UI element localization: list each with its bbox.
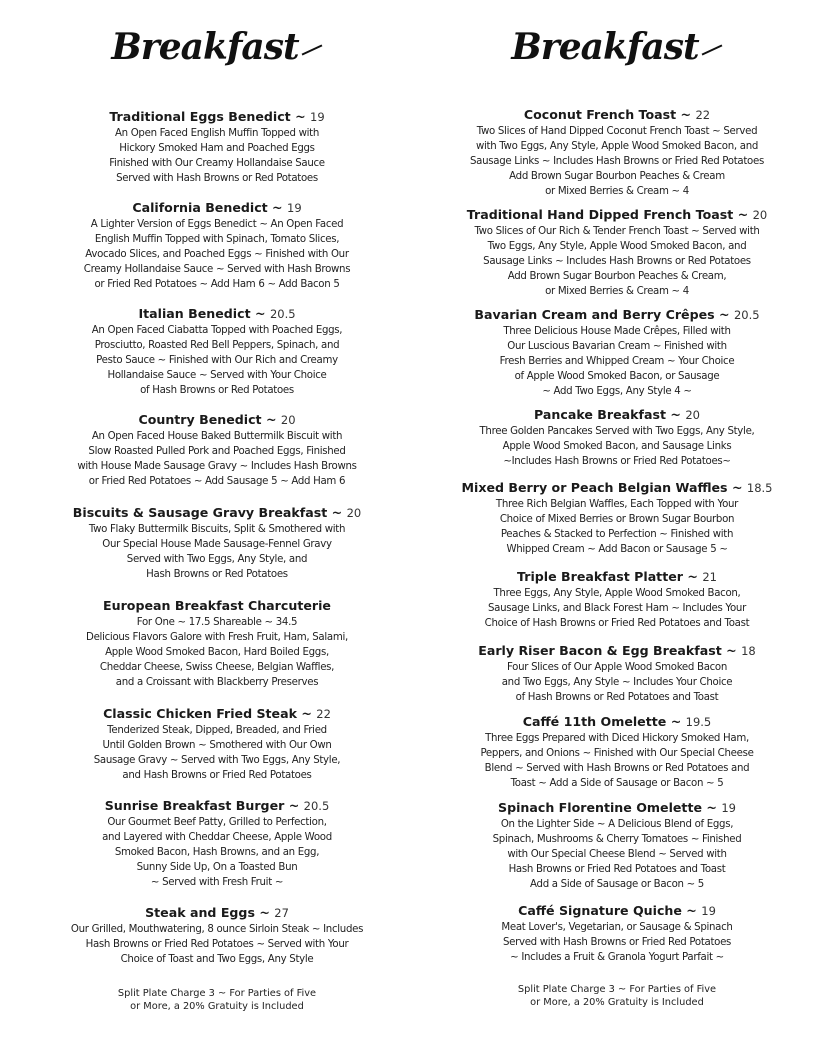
breakfast-script-logo bbox=[447, 26, 787, 68]
menu-item-name: Italian Benedict ~ bbox=[138, 306, 266, 321]
menu-item bbox=[47, 108, 387, 186]
menu-item-name: Pancake Breakfast ~ bbox=[534, 407, 681, 422]
menu-item-price: 20 bbox=[346, 506, 362, 520]
menu-item-price: 19 bbox=[701, 904, 716, 918]
menu-item-description-line: Finished with Our Creamy Hollandaise Sauce bbox=[109, 158, 325, 169]
menu-item-description-line: Our Grilled, Mouthwatering, 8 ounce Sirloin Steak ~ Includes bbox=[70, 924, 364, 935]
menu-item bbox=[447, 106, 787, 199]
menu-item-description-line: with Our Special Cheese Blend ~ Served with bbox=[507, 849, 727, 860]
menu-item-title bbox=[47, 199, 387, 217]
menu-item-price: 19 bbox=[310, 110, 325, 124]
menu-item-description-line: or Fried Red Potatoes ~ Add Ham 6 ~ Add Bacon 5 bbox=[94, 279, 340, 290]
menu-item-description-line: Choice of Hash Browns or Fried Red Potatoes and Toast bbox=[484, 618, 750, 629]
menu-item-name: Early Riser Bacon & Egg Breakfast ~ bbox=[478, 643, 737, 658]
menu-item-title bbox=[447, 479, 787, 497]
menu-item-title bbox=[447, 206, 787, 224]
menu-item-description-line: Four Slices of Our Apple Wood Smoked Bacon bbox=[506, 662, 728, 673]
menu-item-title bbox=[47, 597, 387, 615]
menu-item-description-line: Add a Side of Sausage or Bacon ~ 5 bbox=[530, 879, 704, 890]
menu-item-description-line: Served with Two Eggs, Any Style, and bbox=[126, 554, 308, 565]
menu-item-description-line: Creamy Hollandaise Sauce ~ Served with Hash Browns bbox=[83, 264, 351, 275]
menu-item-description-line: Three Golden Pancakes Served with Two Eggs, Any Style, bbox=[479, 426, 755, 437]
menu-item-description-line: Two Flaky Buttermilk Biscuits, Split & Smothered with bbox=[88, 524, 346, 535]
menu-item-description-line: with House Made Sausage Gravy ~ Includes Hash Browns bbox=[77, 461, 357, 472]
menu-item-description-line: Smoked Bacon, Hash Browns, and an Egg, bbox=[114, 847, 320, 858]
menu-item-description-line: Sausage Links ~ Includes Hash Browns or Red Potatoes bbox=[483, 256, 751, 267]
menu-item-description-line: Hickory Smoked Ham and Poached Eggs bbox=[119, 143, 315, 154]
menu-item-name: California Benedict ~ bbox=[132, 200, 283, 215]
menu-item-name: Spinach Florentine Omelette ~ bbox=[498, 800, 717, 815]
menu-item bbox=[447, 406, 787, 469]
menu-item-price: 20.5 bbox=[303, 799, 330, 813]
menu-item-price: 20.5 bbox=[269, 307, 296, 321]
menu-item bbox=[47, 305, 387, 398]
menu-item-title bbox=[447, 306, 787, 324]
menu-item-description-line: ~ Add Two Eggs, Any Style 4 ~ bbox=[542, 386, 692, 397]
menu-item bbox=[47, 705, 387, 783]
menu-item-description-line: Two Eggs, Any Style, Apple Wood Smoked Bacon, and bbox=[487, 241, 747, 252]
menu-item-title bbox=[47, 411, 387, 429]
menu-item-title bbox=[47, 797, 387, 815]
menu-item-price: 27 bbox=[274, 906, 289, 920]
menu-item-title bbox=[447, 642, 787, 660]
menu-item-description-line: Choice of Toast and Two Eggs, Any Style bbox=[120, 954, 314, 965]
footer-note-line: Split Plate Charge 3 ~ For Parties of Five bbox=[117, 988, 317, 999]
menu-item-description-line: Until Golden Brown ~ Smothered with Our Own bbox=[102, 740, 332, 751]
menu-item bbox=[47, 904, 387, 967]
menu-item-description-line: of Apple Wood Smoked Bacon, or Sausage bbox=[514, 371, 720, 382]
footer-note-line: Split Plate Charge 3 ~ For Parties of Five bbox=[517, 984, 717, 995]
menu-item-price: 19.5 bbox=[685, 715, 712, 729]
menu-item-name: Steak and Eggs ~ bbox=[145, 905, 270, 920]
menu-column-left bbox=[47, 0, 387, 1056]
menu-item-description-line: Meat Lover's, Vegetarian, or Sausage & Spinach bbox=[501, 922, 733, 933]
menu-item-description-line: An Open Faced Ciabatta Topped with Poached Eggs, bbox=[91, 325, 343, 336]
breakfast-script-logo bbox=[47, 26, 387, 68]
menu-item-name: Traditional Hand Dipped French Toast ~ bbox=[466, 207, 749, 222]
menu-item-description-line: Two Slices of Hand Dipped Coconut French Toast ~ Served bbox=[476, 126, 758, 137]
menu-item-title bbox=[47, 705, 387, 723]
menu-item-description-line: and Layered with Cheddar Cheese, Apple Wood bbox=[102, 832, 332, 843]
menu-item-description-line: Whipped Cream ~ Add Bacon or Sausage 5 ~ bbox=[506, 544, 728, 555]
menu-item-description-line: Tenderized Steak, Dipped, Breaded, and Fried bbox=[107, 725, 327, 736]
menu-item-description-line: and Hash Browns or Fried Red Potatoes bbox=[122, 770, 312, 781]
menu-item-price: 22 bbox=[695, 108, 711, 122]
menu-item-description-line: English Muffin Topped with Spinach, Tomato Slices, bbox=[94, 234, 340, 245]
menu-item-description-line: Delicious Flavors Galore with Fresh Fruit, Ham, Salami, bbox=[86, 632, 348, 643]
menu-item-name: Classic Chicken Fried Steak ~ bbox=[103, 706, 312, 721]
menu-item-description-line: or Mixed Berries & Cream ~ 4 bbox=[545, 286, 689, 297]
menu-item-description-line: or Mixed Berries & Cream ~ 4 bbox=[545, 186, 689, 197]
menu-item-price: 22 bbox=[316, 707, 331, 721]
menu-item-description-line: Three Delicious House Made Crêpes, Filled with bbox=[503, 326, 731, 337]
menu-item-description-line: Avocado Slices, and Poached Eggs ~ Finished with Our bbox=[85, 249, 349, 260]
menu-item-description-line: ~Includes Hash Browns or Fried Red Potatoes~ bbox=[503, 456, 731, 467]
menu-item-title bbox=[447, 713, 787, 731]
menu-item-description-line: Cheddar Cheese, Swiss Cheese, Belgian Waffles, bbox=[99, 662, 335, 673]
menu-item bbox=[47, 797, 387, 890]
menu-item-name: Caffé 11th Omelette ~ bbox=[522, 714, 682, 729]
menu-item-description-line: of Hash Browns or Red Potatoes and Toast bbox=[515, 692, 719, 703]
footer-note-line: or More, a 20% Gratuity is Included bbox=[130, 1001, 304, 1012]
menu-item-price: 18.5 bbox=[746, 481, 773, 495]
menu-item bbox=[47, 411, 387, 489]
menu-item bbox=[447, 568, 787, 631]
menu-item-description-line: Our Gourmet Beef Patty, Grilled to Perfection, bbox=[107, 817, 327, 828]
menu-item-name: Sunrise Breakfast Burger ~ bbox=[104, 798, 300, 813]
menu-item-description-line: Three Eggs Prepared with Diced Hickory Smoked Ham, bbox=[485, 733, 749, 744]
menu-item bbox=[47, 504, 387, 582]
footer-note bbox=[447, 983, 787, 1009]
footer-note bbox=[47, 987, 387, 1013]
menu-item-price: 20 bbox=[685, 408, 700, 422]
menu-item-description-line: Peppers, and Onions ~ Finished with Our Special Cheese bbox=[480, 748, 754, 759]
menu-item-name: Triple Breakfast Platter ~ bbox=[517, 569, 698, 584]
menu-item-title bbox=[47, 305, 387, 323]
menu-item-description-line: Served with Hash Browns or Fried Red Potatoes bbox=[502, 937, 732, 948]
menu-column-right bbox=[447, 0, 787, 1056]
menu-item bbox=[447, 713, 787, 791]
menu-item-description-line: Spinach, Mushrooms & Cherry Tomatoes ~ Finished bbox=[492, 834, 742, 845]
menu-item-description-line: Three Rich Belgian Waffles, Each Topped with Your bbox=[495, 499, 739, 510]
menu-item-description-line: Our Special House Made Sausage-Fennel Gravy bbox=[102, 539, 332, 550]
menu-item-description-line: A Lighter Version of Eggs Benedict ~ An Open Faced bbox=[90, 219, 344, 230]
menu-item-description-line: On the Lighter Side ~ A Delicious Blend of Eggs, bbox=[500, 819, 734, 830]
swash-decoration bbox=[301, 44, 322, 55]
menu-item-description-line: Add Brown Sugar Bourbon Peaches & Cream, bbox=[507, 271, 727, 282]
menu-item bbox=[447, 642, 787, 705]
menu-item-description-line: Our Luscious Bavarian Cream ~ Finished with bbox=[507, 341, 727, 352]
footer-note-line: or More, a 20% Gratuity is Included bbox=[530, 997, 704, 1008]
menu-item-price: 20 bbox=[752, 208, 768, 222]
menu-item-description-line: For One ~ 17.5 Shareable ~ 34.5 bbox=[136, 617, 298, 628]
menu-item-name: Caffé Signature Quiche ~ bbox=[518, 903, 697, 918]
menu-item-description-line: Choice of Mixed Berries or Brown Sugar Bourbon bbox=[499, 514, 735, 525]
menu-item-description-line: with Two Eggs, Any Style, Apple Wood Smoked Bacon, and bbox=[475, 141, 759, 152]
menu-item-description-line: Sausage Links, and Black Forest Ham ~ Includes Your bbox=[488, 603, 746, 614]
menu-item-title bbox=[47, 108, 387, 126]
menu-item-description-line: or Fried Red Potatoes ~ Add Sausage 5 ~ Add Ham 6 bbox=[88, 476, 346, 487]
menu-item-description-line: Hollandaise Sauce ~ Served with Your Choice bbox=[107, 370, 327, 381]
menu-item-description-line: Add Brown Sugar Bourbon Peaches & Cream bbox=[509, 171, 725, 182]
menu-item-title bbox=[447, 106, 787, 124]
menu-item-price: 18 bbox=[741, 644, 756, 658]
menu-item-name: European Breakfast Charcuterie bbox=[103, 598, 331, 613]
menu-item bbox=[47, 597, 387, 690]
menu-item-price: 19 bbox=[721, 801, 736, 815]
menu-item-description-line: An Open Faced House Baked Buttermilk Biscuit with bbox=[91, 431, 343, 442]
menu-item bbox=[447, 479, 787, 557]
menu-item-description-line: Three Eggs, Any Style, Apple Wood Smoked Bacon, bbox=[493, 588, 741, 599]
menu-item-description-line: Peaches & Stacked to Perfection ~ Finished with bbox=[500, 529, 734, 540]
menu-item bbox=[47, 199, 387, 292]
menu-item bbox=[447, 902, 787, 965]
section-title: Breakfast bbox=[511, 26, 699, 68]
menu-item-description-line: Sausage Links ~ Includes Hash Browns or Fried Red Potatoes bbox=[470, 156, 764, 167]
menu-item-description-line: Apple Wood Smoked Bacon, and Sausage Links bbox=[502, 441, 732, 452]
menu-item-title bbox=[447, 568, 787, 586]
menu-item-description-line: Sausage Gravy ~ Served with Two Eggs, Any Style, bbox=[93, 755, 341, 766]
menu-item-price: 20 bbox=[280, 413, 296, 427]
menu-item-name: Coconut French Toast ~ bbox=[523, 107, 692, 122]
menu-item bbox=[447, 206, 787, 299]
menu-item-description-line: Slow Roasted Pulled Pork and Poached Eggs, Finished bbox=[88, 446, 346, 457]
menu-item-description-line: Hash Browns or Fried Red Potatoes and Toast bbox=[508, 864, 726, 875]
menu-item-name: Country Benedict ~ bbox=[138, 412, 277, 427]
menu-item-price: 20.5 bbox=[733, 308, 760, 322]
menu-item bbox=[447, 799, 787, 892]
menu-item-description-line: Blend ~ Served with Hash Browns or Red Potatoes and bbox=[484, 763, 750, 774]
section-title: Breakfast bbox=[111, 26, 299, 68]
menu-item-description-line: Apple Wood Smoked Bacon, Hard Boiled Eggs, bbox=[105, 647, 329, 658]
menu-item-price: 19 bbox=[287, 201, 302, 215]
menu-item-description-line: An Open Faced English Muffin Topped with bbox=[114, 128, 320, 139]
menu-item-description-line: and Two Eggs, Any Style ~ Includes Your Choice bbox=[501, 677, 733, 688]
menu-item-name: Biscuits & Sausage Gravy Breakfast ~ bbox=[72, 505, 343, 520]
menu-item-title bbox=[447, 902, 787, 920]
menu-item-title bbox=[447, 406, 787, 424]
menu-item-name: Mixed Berry or Peach Belgian Waffles ~ bbox=[461, 480, 743, 495]
menu-item-name: Bavarian Cream and Berry Crêpes ~ bbox=[474, 307, 730, 322]
menu-item-description-line: Toast ~ Add a Side of Sausage or Bacon ~ 5 bbox=[510, 778, 724, 789]
swash-decoration bbox=[701, 44, 722, 55]
menu-item-description-line: ~ Served with Fresh Fruit ~ bbox=[150, 877, 284, 888]
menu-item bbox=[447, 306, 787, 399]
menu-item-description-line: Two Slices of Our Rich & Tender French Toast ~ Served with bbox=[474, 226, 760, 237]
menu-item-description-line: Fresh Berries and Whipped Cream ~ Your Choice bbox=[499, 356, 735, 367]
menu-item-title bbox=[47, 504, 387, 522]
menu-item-description-line: Prosciutto, Roasted Red Bell Peppers, Spinach, and bbox=[94, 340, 340, 351]
menu-item-title bbox=[447, 799, 787, 817]
menu-item-description-line: Pesto Sauce ~ Finished with Our Rich and Creamy bbox=[96, 355, 338, 366]
menu-item-description-line: ~ Includes a Fruit & Granola Yogurt Parfait ~ bbox=[510, 952, 724, 963]
menu-item-description-line: Sunny Side Up, On a Toasted Bun bbox=[136, 862, 298, 873]
menu-item-description-line: Served with Hash Browns or Red Potatoes bbox=[116, 173, 318, 184]
menu-item-description-line: Hash Browns or Red Potatoes bbox=[146, 569, 288, 580]
menu-item-description-line: of Hash Browns or Red Potatoes bbox=[140, 385, 294, 396]
menu-item-title bbox=[47, 904, 387, 922]
menu-item-description-line: Hash Browns or Fried Red Potatoes ~ Served with Your bbox=[85, 939, 349, 950]
menu-item-price: 21 bbox=[702, 570, 717, 584]
menu-item-description-line: and a Croissant with Blackberry Preserves bbox=[115, 677, 319, 688]
menu-item-name: Traditional Eggs Benedict ~ bbox=[109, 109, 306, 124]
